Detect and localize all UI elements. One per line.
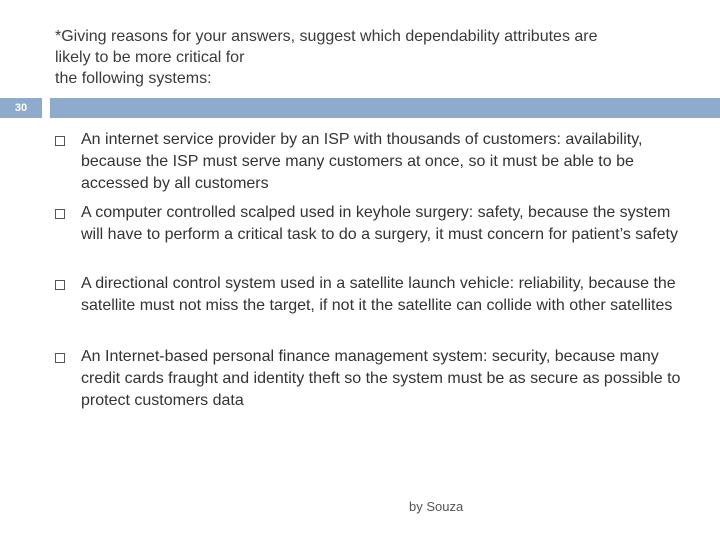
bullet-text: An Internet-based personal finance management system: security, because many credit cards fraught and identity theft so the system must be as secure as possible to protect customers data [81, 348, 681, 409]
accent-stripe [50, 98, 720, 118]
square-bullet-icon [55, 209, 65, 219]
slide-number: 30 [14, 102, 28, 114]
footer-author: by Souza [409, 499, 464, 514]
bullet-text: An internet service provider by an ISP with thousands of customers: availability, because the ISP must serve many customers at once, so it must be able to be accessed by all customers [81, 131, 643, 192]
square-bullet-icon [55, 136, 65, 146]
bullet-text: A directional control system used in a satellite launch vehicle: reliability, because the satellite must not miss the target, if not it the satellite can collide with other satellites [81, 275, 676, 314]
accent-bar [0, 98, 720, 118]
square-bullet-icon [55, 353, 65, 363]
square-bullet-icon [55, 280, 65, 290]
slide-title: *Giving reasons for your answers, suggest which dependability attributes are likely to be more critical for the following systems: [55, 28, 598, 87]
bullet-text: A computer controlled scalped used in keyhole surgery: safety, because the system will have to perform a critical task to do a surgery, it must concern for patient’s safety [81, 204, 678, 243]
